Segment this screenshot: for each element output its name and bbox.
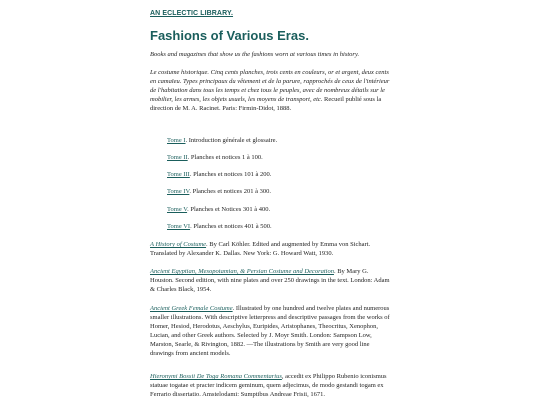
site-home-link-suffix: .	[230, 10, 234, 17]
tome-link[interactable]: Tome III	[167, 171, 190, 178]
tome-description: . Planches et notices 401 à 500.	[190, 223, 272, 230]
book-entry	[150, 267, 392, 294]
tome-link[interactable]: Tome IV	[167, 188, 190, 195]
tome-item	[167, 187, 271, 196]
book-description: . By Carl Köhler. Edited and augmented by Emma von Sichart. Translated by Alexander K. Dallas. New York: G. Howard Watt, 1930.	[150, 241, 371, 257]
tome-item	[167, 205, 270, 214]
intro-publication: Recueil publié sous la direction de M. A. Racinet. Paris: Firmin-Didot, 1888.	[150, 96, 382, 112]
book-entry	[150, 372, 392, 399]
tome-item	[167, 136, 277, 145]
book-entry	[150, 240, 392, 258]
book-description: . Illustrated by one hundred and twelve plates and numerous smaller illustrations. With descriptive letterpress and descriptive passages from the works of Homer, Hesiod, Herodotus, Aeschylus, Euripides, Aristophanes, Theocritus, Xenophon, Lucian, and other Greek authors. Selected by J. Moyr Smith. London: Sampson Low, Marston, Searle, & Rivington, 1882. —The illustrations by Smith are very good line drawings from ancient models.	[150, 305, 390, 357]
tome-description: . Planches et Notices 301 à 400.	[187, 206, 271, 213]
book-link[interactable]: Ancient Egyptian, Mesopotamian, & Persian Costume and Decoration	[150, 268, 334, 275]
book-link[interactable]: Hieronymi Bossii De Toga Romana Commentarius	[150, 373, 282, 380]
tome-description: . Introduction générale et glossaire.	[185, 137, 278, 144]
book-description: , accedit ex Philippo Rubenio iconismus statuae togatae et practer indicem geminum, quem adjecimus, de modo gestandi togam ex Ferrario dissertatio. Amstelodami: Sumptibus Andreae Frisii, 1671.	[150, 373, 387, 398]
tome-link[interactable]: Tome I	[167, 137, 186, 144]
tome-link[interactable]: Tome V	[167, 206, 188, 213]
book-link[interactable]: A History of Costume	[150, 241, 207, 248]
tome-item	[167, 153, 263, 162]
tome-item	[167, 222, 272, 231]
intro-paragraph	[150, 68, 392, 113]
tome-link[interactable]: Tome VI	[167, 223, 191, 230]
site-home-link[interactable]	[150, 10, 233, 17]
book-description: . By Mary G. Houston. Second edition, with nine plates and over 250 drawings in the text. London: Adam & Charles Black, 1954.	[150, 268, 390, 293]
site-home-link-text[interactable]: AN ECLECTIC LIBRARY	[150, 10, 231, 17]
tome-item	[167, 170, 271, 179]
tome-description: . Planches et notices 101 à 200.	[189, 171, 272, 178]
intro-title: Le costume historique. Cinq cents planches, trois cents en couleurs, or et argent, deux cents en camaïeu. Types principaux du vêtement et de la parure, rapprochés de ceux de l'intérieur de l'habitation dans tous les temps et chez tous le peuples, avec de nombreux détails sur le mobilier, les armes, les objets usuels, les moyens de transport, etc.	[150, 69, 390, 103]
tome-description: . Planches et notices 201 à 300.	[189, 188, 271, 195]
page-title: Fashions of Various Eras.	[150, 28, 309, 43]
book-link[interactable]: Ancient Greek Female Costume	[150, 305, 233, 312]
tome-link[interactable]: Tome II	[167, 154, 188, 161]
book-entry	[150, 304, 392, 358]
page-subtitle: Books and magazines that show us the fashions worn at various times in history.	[150, 51, 360, 58]
tome-description: . Planches et notices 1 à 100.	[187, 154, 263, 161]
